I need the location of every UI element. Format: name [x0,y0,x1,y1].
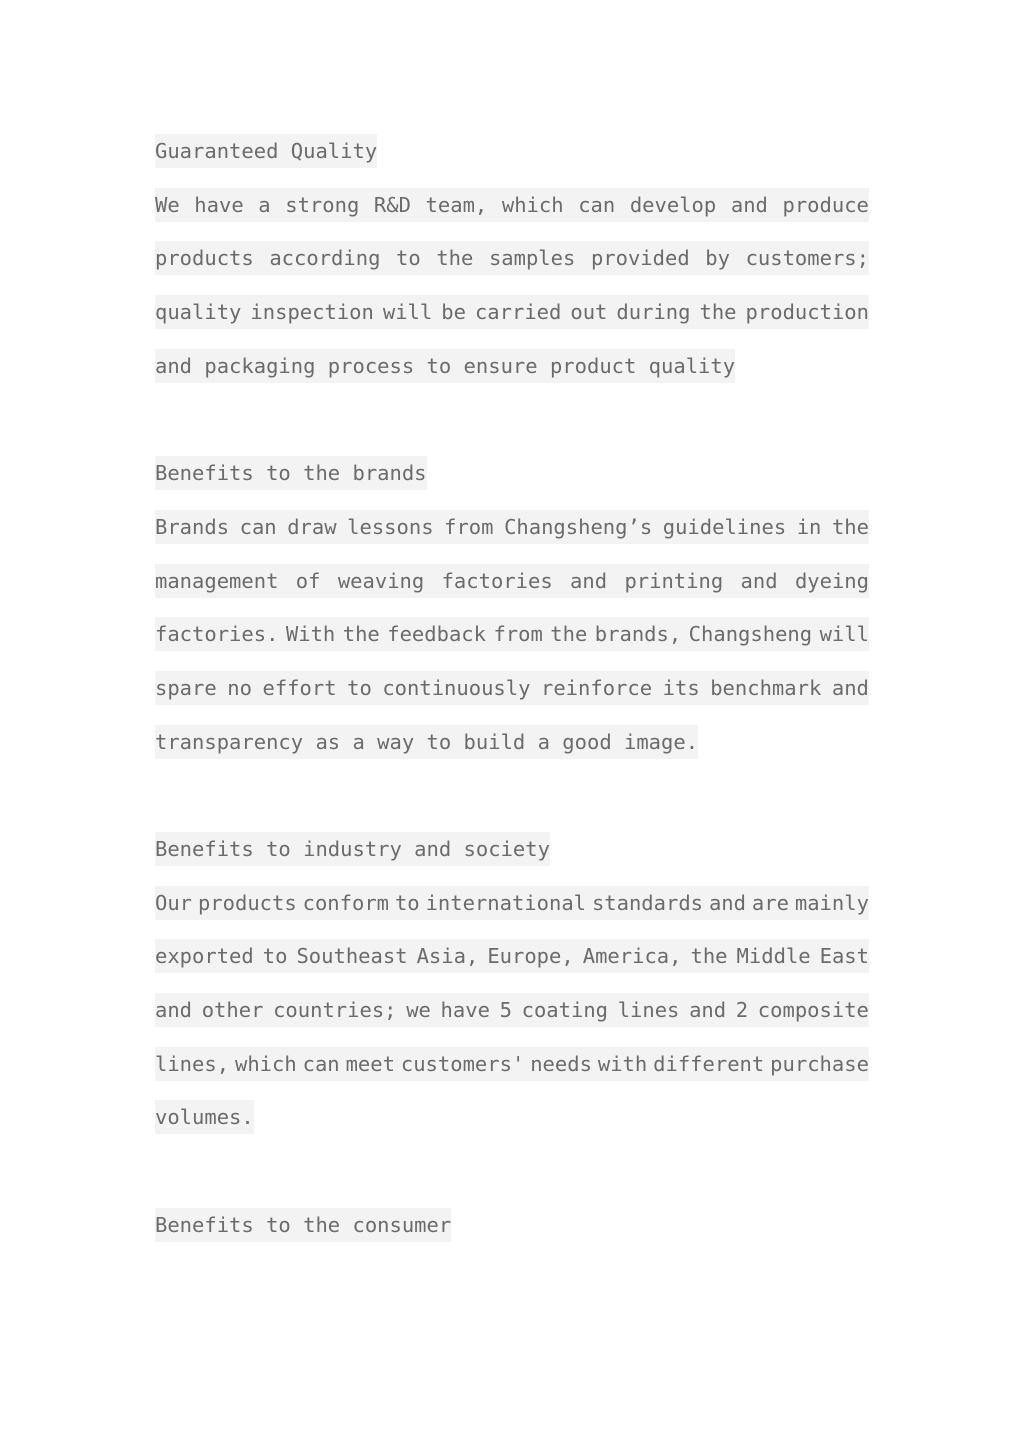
word: team, [425,192,488,217]
word: Brands [155,514,230,539]
word: needs [530,1051,592,1076]
word: Europe, [487,944,574,969]
paragraph-line [155,241,869,295]
word: develop [629,192,717,217]
word: during [616,300,691,325]
word: will [382,300,433,325]
word: and [155,998,193,1022]
word: lines [617,998,680,1022]
word: have [440,998,490,1022]
word: provided [590,246,690,271]
paragraph-line [155,886,869,940]
paragraph-line [155,295,869,349]
word: composite [757,998,869,1022]
word: Our [155,890,193,915]
word: customers' [400,1051,525,1076]
word: continuously [382,675,531,700]
word: different [653,1051,765,1076]
word: produce [782,192,869,217]
word: can [302,1051,340,1076]
word: Asia, [416,944,479,969]
word: of [295,568,321,593]
word: with [597,1051,648,1076]
word: spare [155,675,217,700]
word: East [819,944,869,969]
word: which [501,192,564,217]
paragraph-line [155,188,869,242]
word: printing [624,568,724,593]
word: to [262,944,288,969]
word: Southeast [296,944,408,969]
word: are [751,890,789,915]
word: benchmark [710,675,822,700]
word: production [745,300,869,325]
paragraph-line [155,510,869,564]
word: can [578,192,616,217]
word: and [730,192,768,217]
word: 2 [735,998,749,1022]
word: standards [591,890,704,915]
word: products [197,890,297,915]
section-heading-quality: Guaranteed Quality [155,134,869,188]
word: which [234,1051,297,1076]
word: factories. [155,622,279,647]
word: and [689,998,727,1022]
word: in [796,514,822,539]
word: products [155,246,254,271]
word: the [690,944,728,969]
word: strong [285,192,360,217]
word: the [550,622,588,647]
word: factories [441,568,553,593]
document-body [155,134,869,1261]
word: the [699,300,737,325]
word: quality [155,300,242,325]
word: be [441,300,466,325]
paragraph-line [155,993,869,1047]
blank-line [155,402,869,456]
word: America, [582,944,682,969]
word: 5 [499,998,512,1022]
word: can [239,514,277,539]
word: according [269,246,381,271]
blank-line [155,1154,869,1208]
paragraph-line: transparency as a way to build a good image. [155,725,869,779]
word: to [394,890,420,915]
word: effort [262,675,337,700]
paragraph-line [155,671,869,725]
word: With [285,622,336,647]
word: samples [488,246,576,271]
word: have [194,192,244,217]
word: a [258,192,271,217]
word: draw [287,514,337,539]
word: We [155,192,180,217]
section-heading-brands: Benefits to the brands [155,456,869,510]
word: management [155,568,279,593]
paragraph-line: volumes. [155,1100,869,1154]
word: guidelines [662,514,787,539]
word: brands, [594,622,682,647]
word: lines, [155,1051,230,1076]
blank-line [155,778,869,832]
section-heading-industry: Benefits to industry and society [155,832,869,886]
word: out [570,300,608,325]
word: by [705,246,730,271]
word: carried [474,300,562,325]
word: the [831,514,869,539]
word: the [436,246,474,271]
word: from [444,514,494,539]
paragraph-line [155,564,869,618]
word: the [342,622,380,647]
word: Middle [736,944,811,969]
word: and [570,568,608,593]
word: feedback [387,622,486,647]
word: other [201,998,264,1022]
word: to [396,246,421,271]
word: inspection [250,300,374,325]
paragraph-line [155,1047,869,1101]
word: countries; [273,998,397,1022]
word: conform [302,890,390,915]
word: Changsheng [688,622,813,647]
word: its [662,675,700,700]
word: reinforce [541,675,653,700]
word: dyeing [794,568,869,593]
word: weaving [337,568,425,593]
word: meet [345,1051,395,1076]
section-heading-consumer: Benefits to the consumer [155,1208,869,1262]
word: to [347,675,372,700]
word: mainly [794,890,869,915]
word: and [708,890,746,915]
word: customers; [745,246,869,271]
word: from [493,622,543,647]
word: we [406,998,431,1022]
paragraph-line [155,617,869,671]
word: coating [521,998,609,1022]
word: purchase [770,1051,869,1076]
word: will [819,622,869,647]
word: and [740,568,778,593]
word: exported [155,944,254,969]
word: Changsheng’s [504,514,653,539]
word: no [227,675,252,700]
word: R&D [373,192,411,217]
word: lessons [347,514,434,539]
word: and [831,675,869,700]
word: international [425,890,587,915]
paragraph-line: and packaging process to ensure product quality [155,349,869,403]
paragraph-line [155,939,869,993]
